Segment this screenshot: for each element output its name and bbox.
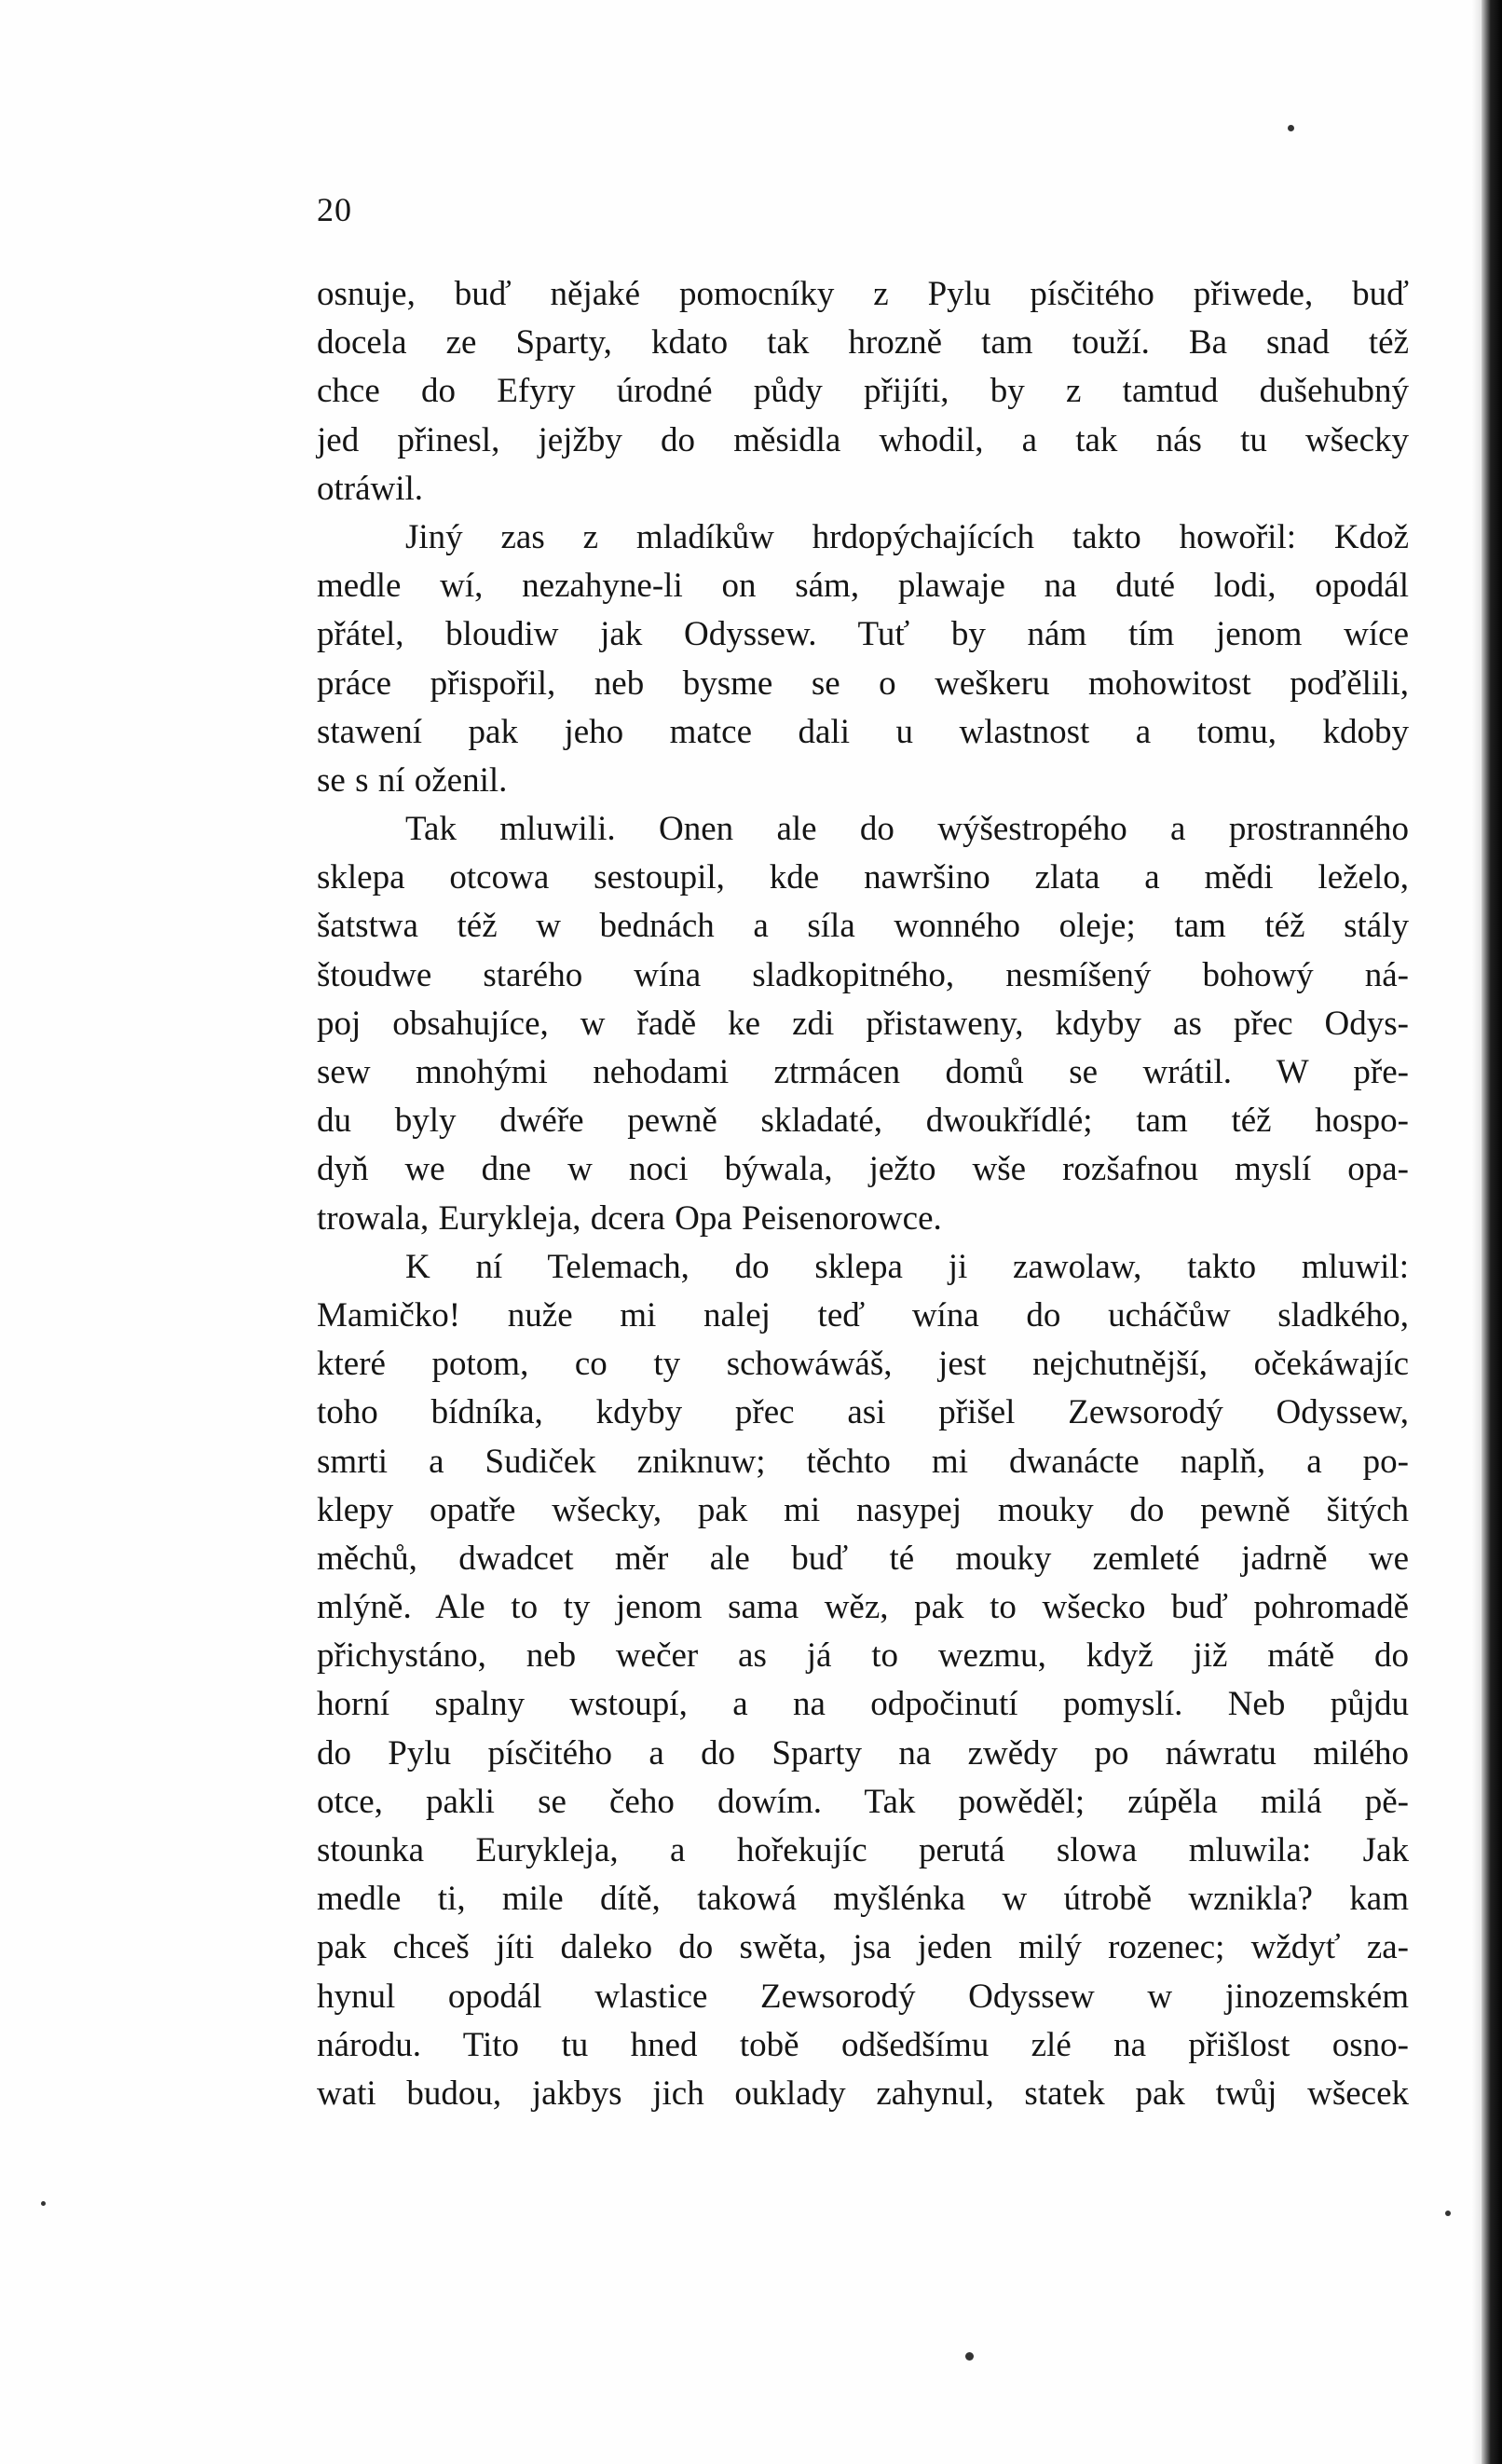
text-line: medle wí, nezahyne-li on sám, plawaje na duté lodi, opodál: [317, 567, 1409, 606]
text-line: stounka Eurykleja, a hořekujíc perutá slowa mluwila: Jak: [317, 1831, 1409, 1869]
text-line: do Pylu písčitého a do Sparty na zwědy po náwratu milého: [317, 1733, 1409, 1773]
text-line: štoudwe starého wína sladkopitného, nesmíšený bohowý ná-: [317, 955, 1409, 994]
text-line: sew mnohými nehodami ztrmácen domů se wrátil. W pře-: [317, 1053, 1409, 1091]
text-line: dyň we dne w noci býwala, ježto wše rozšafnou myslí opa-: [317, 1150, 1409, 1189]
scan-speck: [1445, 2211, 1451, 2216]
scan-speck: [965, 2352, 974, 2361]
text-line: stawení pak jeho matce dali u wlastnost a tomu, kdoby: [317, 712, 1409, 751]
text-line: práce přispořil, neb bysme se o weškeru mohowitost poďělili,: [317, 664, 1409, 703]
paragraph-3: [317, 805, 1409, 1243]
text-line: medle ti, mile dítě, takowá myšlénka w útrobě wznikla? kam: [317, 1880, 1409, 1919]
text-line: šatstwa též w bednách a síla wonného oleje; tam též stály: [317, 907, 1409, 946]
text-line: měchů, dwadcet měr ale buď té mouky zemleté jadrně we: [317, 1539, 1409, 1578]
text-line: přichystáno, neb wečer as já to wezmu, když již mátě do: [317, 1636, 1409, 1676]
page-edge: [1482, 0, 1502, 2464]
text-line: osnuje, buď nějaké pomocníky z Pylu písčitého přiwede, buď: [317, 275, 1409, 313]
text-line: smrti a Sudiček zniknuw; těchto mi dwanácte naplň, a po-: [317, 1442, 1409, 1481]
text-line: hynul opodál wlastice Zewsorodý Odyssew w jinozemském: [317, 1977, 1409, 2016]
scan-speck: [1288, 125, 1294, 131]
scan-speck: [41, 2201, 46, 2206]
paragraph-4: [317, 1243, 1409, 2118]
text-line: toho bídníka, kdyby přec asi přišel Zewsorodý Odyssew,: [317, 1393, 1409, 1432]
text-line: trowala, Eurykleja, dcera Opa Peisenorowce.: [317, 1198, 942, 1238]
text-line: poj obsahujíce, w řadě ke zdi přistaweny, kdyby as přec Odys-: [317, 1004, 1409, 1043]
body-text: [317, 270, 1409, 2118]
text-line: chce do Efyry úrodné půdy přijíti, by z tamtud dušehubný: [317, 372, 1409, 411]
text-line: docela ze Sparty, kdato tak hrozně tam touží. Ba snad též: [317, 323, 1409, 363]
text-line: K ní Telemach, do sklepa ji zawolaw, takto mluwil:: [405, 1247, 1409, 1286]
text-line: které potom, co ty schowáwáš, jest nejchutnější, očekáwajíc: [317, 1345, 1409, 1384]
text-line: národu. Tito tu hned tobě odšedšímu zlé na přišlost osno-: [317, 2025, 1409, 2064]
text-line: wati budou, jakbys jich ouklady zahynul, statek pak twůj wšecek: [317, 2074, 1409, 2113]
page-number: 20: [317, 191, 352, 228]
binding-shadow: [1472, 0, 1482, 2464]
text-line: Mamičko! nuže mi nalej teď wína do ucháčůw sladkého,: [317, 1295, 1409, 1335]
text-line: sklepa otcowa sestoupil, kde nawršino zlata a mědi leželo,: [317, 858, 1409, 897]
text-line: Tak mluwili. Onen ale do wýšestropého a prostranného: [405, 810, 1409, 849]
text-line: du byly dwéře pewně skladaté, dwoukřídlé; tam též hospo-: [317, 1102, 1409, 1141]
text-line: klepy opatře wšecky, pak mi nasypej mouky do pewně šitých: [317, 1490, 1409, 1529]
paragraph-2: [317, 513, 1409, 805]
text-line: mlýně. Ale to ty jenom sama wěz, pak to wšecko buď pohromadě: [317, 1588, 1409, 1627]
text-line: pak chceš jíti daleko do swěta, jsa jeden milý rozenec; wždyť za-: [317, 1928, 1409, 1967]
text-line: otráwil.: [317, 469, 424, 508]
text-line: přátel, bloudiw jak Odyssew. Tuť by nám tím jenom wíce: [317, 615, 1409, 654]
paragraph-1: [317, 270, 1409, 513]
text-line: jed přinesl, jejžby do měsidla whodil, a tak nás tu wšecky: [317, 420, 1409, 459]
text-line: horní spalny wstoupí, a na odpočinutí pomyslí. Neb půjdu: [317, 1685, 1409, 1724]
text-line: Jiný zas z mladíkůw hrdopýchajících takto howořil: Kdož: [405, 517, 1409, 556]
text-line: otce, pakli se čeho dowím. Tak powěděl; zúpěla milá pě-: [317, 1782, 1409, 1821]
text-line: se s ní oženil.: [317, 760, 508, 800]
